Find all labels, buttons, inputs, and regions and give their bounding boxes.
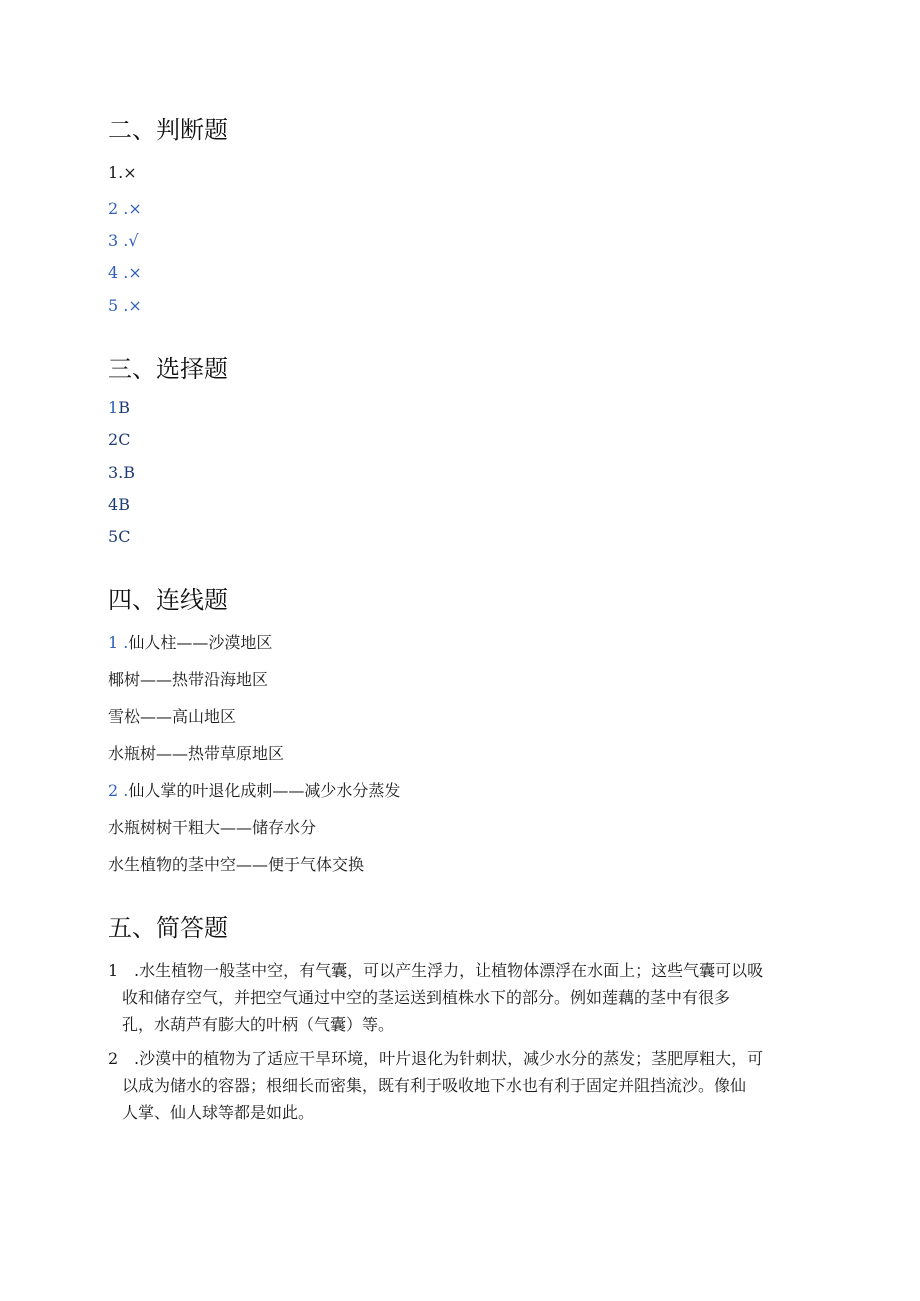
match-line-4: [108, 743, 284, 765]
match-line-6: [108, 817, 316, 839]
choice-item-answer: C: [118, 430, 131, 449]
choice-item-answer: C: [118, 527, 131, 546]
judge-item-answer: ×: [123, 163, 137, 182]
short-answer-1: [108, 957, 808, 1038]
choice-item-5: [108, 526, 130, 548]
judge-item-number: 4 .: [108, 263, 129, 282]
judge-item-number: 1.: [108, 163, 124, 182]
choice-item-answer: B: [123, 463, 136, 482]
choice-item-2: [108, 429, 130, 451]
section-title-short: 五、简答题: [108, 914, 228, 942]
match-line-5: [108, 780, 400, 802]
match-line-7: [108, 854, 364, 876]
short-answer-2: [108, 1045, 808, 1126]
choice-item-4: [108, 494, 130, 516]
choice-item-number: 2: [108, 430, 119, 449]
section-title-match: 四、连线题: [108, 586, 228, 614]
match-line-text: 水瓶树——热带草原地区: [108, 744, 285, 763]
match-line-3: [108, 706, 236, 728]
match-line-number: 1 .: [108, 633, 129, 652]
choice-item-3: [108, 462, 135, 484]
match-line-2: [108, 669, 268, 691]
judge-item-number: 2 .: [108, 199, 129, 218]
judge-item-answer: ×: [128, 263, 142, 282]
choice-item-number: 5: [108, 527, 119, 546]
short-answer-line: 以成为储水的容器；根细长而密集，既有利于吸收地下水也有利于固定并阻挡流沙。像仙: [122, 1076, 747, 1095]
section-title-judge: 二、判断题: [108, 116, 228, 144]
short-answer-line: 孔，水葫芦有膨大的叶柄（气囊）等。: [122, 1015, 395, 1034]
judge-item-1: [108, 162, 137, 184]
choice-item-number: 3.: [108, 463, 124, 482]
short-answer-line: 2 .沙漠中的植物为了适应干旱环境，叶片退化为针刺状，减少水分的蒸发；茎肥厚粗大，可: [108, 1049, 763, 1068]
match-line-text: 水生植物的茎中空——便于气体交换: [108, 855, 365, 874]
short-answer-number: 2: [108, 1049, 119, 1068]
choice-item-number: 4: [108, 495, 119, 514]
short-answer-number: 1: [108, 961, 119, 980]
match-line-text: 雪松——高山地区: [108, 707, 237, 726]
match-line-text: 仙人掌的叶退化成刺——减少水分蒸发: [128, 781, 401, 800]
choice-item-answer: B: [118, 398, 130, 417]
judge-item-4: [108, 262, 142, 284]
match-line-text: 椰树——热带沿海地区: [108, 670, 269, 689]
short-answer-line: 收和储存空气，并把空气通过中空的茎运送到植株水下的部分。例如莲藕的茎中有很多: [122, 988, 731, 1007]
judge-item-2: [108, 198, 142, 220]
judge-item-number: 5 .: [108, 296, 129, 315]
short-answer-line: 1 .水生植物一般茎中空，有气囊，可以产生浮力，让植物体漂浮在水面上；这些气囊可以吸: [108, 961, 763, 980]
section-title-choice: 三、选择题: [108, 355, 228, 383]
judge-item-answer: √: [128, 231, 139, 250]
match-line-number: 2 .: [108, 781, 129, 800]
choice-item-number: 1: [108, 398, 119, 417]
judge-item-5: [108, 295, 142, 317]
choice-item-answer: B: [118, 495, 130, 514]
judge-item-answer: ×: [128, 199, 142, 218]
match-line-text: 仙人柱——沙漠地区: [128, 633, 273, 652]
short-answer-line: 人掌、仙人球等都是如此。: [122, 1103, 315, 1122]
judge-item-3: [108, 230, 139, 252]
choice-item-1: [108, 397, 130, 419]
match-line-text: 水瓶树树干粗大——储存水分: [108, 818, 317, 837]
judge-item-answer: ×: [128, 296, 142, 315]
judge-item-number: 3 .: [108, 231, 129, 250]
match-line-1: [108, 632, 272, 654]
